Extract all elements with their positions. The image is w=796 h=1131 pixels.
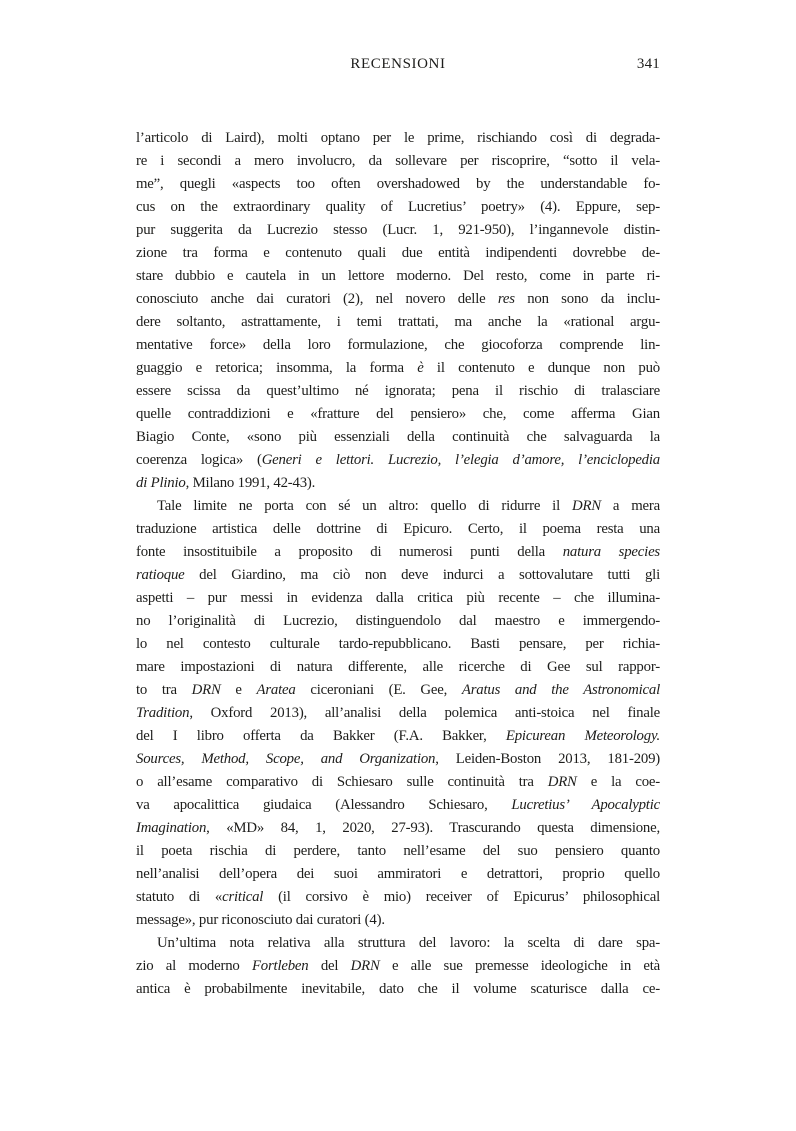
text-line [136,725,660,748]
italic-text-segment: DRN [350,958,380,974]
text-segment: mare impostazioni di natura differente, alle ricerche di Gee sul rappor- [136,659,660,675]
running-head: RECENSIONI [350,56,446,72]
text-line [136,495,660,518]
text-line [136,380,660,403]
text-segment: to tra [136,682,192,698]
text-segment: guaggio e retorica; insomma, la forma [136,360,418,376]
text-line [136,242,660,265]
italic-text-segment: Sources, Method, Scope, and Organization [136,751,436,767]
text-segment: del Giardino, ma ciò non deve indurci a sottovalutare tutti gli [184,567,660,583]
text-segment: l’articolo di Laird), molti optano per le prime, rischiando così di degrada- [136,130,660,146]
italic-text-segment: critical [222,889,264,905]
text-line [136,403,660,426]
text-line [136,771,660,794]
text-segment: e alle sue premesse ideologiche in età [379,958,660,974]
text-segment: statuto di « [136,889,223,905]
text-segment: stare dubbio e cautela in un lettore moderno. Del resto, come in parte ri- [136,268,660,284]
text-line [136,173,660,196]
text-line [136,932,660,955]
text-segment: me”, quegli «aspects too often overshadowed by the understandable fo- [136,176,660,192]
text-segment: non sono da inclu- [514,291,660,307]
text-segment: coerenza logica» ( [136,452,262,468]
text-segment: il poeta rischia di perdere, tanto nell’esame del suo pensiero quanto [136,843,660,859]
text-line [136,610,660,633]
page-number: 341 [636,56,660,72]
text-line [136,518,660,541]
text-line [136,587,660,610]
text-segment: antica è probabilmente inevitabile, dato che il volume scaturisce dalla ce- [136,981,660,997]
italic-text-segment: Epicurean Meteorology. [505,728,660,744]
italic-text-segment: Aratea [256,682,296,698]
text-segment: zio al moderno [136,958,252,974]
text-segment: , «MD» 84, 1, 2020, 27-93). Trascurando questa dimensione, [206,820,660,836]
text-segment: Biagio Conte, «sono più essenziali della continuità che salvaguarda la [136,429,660,445]
text-block [136,127,660,1001]
text-line [136,219,660,242]
text-segment: mentative force» della loro formulazione, che giocoforza comprende lin- [136,337,660,353]
text-line [136,564,660,587]
text-line [136,840,660,863]
text-segment: del I libro offerta da Bakker (F.A. Bakker, [136,728,506,744]
text-line [136,311,660,334]
text-segment: , Milano 1991, 42-43). [185,475,316,491]
text-segment: , Leiden-Boston 2013, 181-209) [435,751,660,767]
text-segment: re i secondi a mero involucro, da sollevare per riscoprire, “sotto il vela- [136,153,660,169]
italic-text-segment: Imagination [136,820,207,836]
text-segment: , Oxford 2013), all’analisi della polemica anti-stoica nel finale [189,705,660,721]
italic-text-segment: Generi e lettori. Lucrezio, l’elegia d’amore, l’enciclopedia [261,452,660,468]
text-line [136,265,660,288]
text-line [136,794,660,817]
italic-text-segment: res [497,291,515,307]
text-line [136,817,660,840]
text-segment: cus on the extraordinary quality of Lucretius’ poetry» (4). Eppure, sep- [136,199,660,215]
italic-text-segment: Aratus and the Astronomical [461,682,660,698]
italic-text-segment: Tradition [136,705,190,721]
text-line [136,196,660,219]
text-segment: e [220,682,257,698]
text-line [136,748,660,771]
text-line [136,334,660,357]
text-line [136,127,660,150]
text-segment: (il corsivo è mio) receiver of Epicurus’ philosophical [263,889,660,905]
italic-text-segment: DRN [191,682,221,698]
page-header [136,54,660,74]
text-line [136,702,660,725]
italic-text-segment: è [417,360,424,376]
text-line [136,679,660,702]
text-line [136,150,660,173]
text-line [136,426,660,449]
italic-text-segment: DRN [547,774,577,790]
text-segment: a mera [600,498,660,514]
text-segment: quelle contraddizioni e «fratture del pensiero» che, come afferma Gian [136,406,660,422]
text-segment: o all’esame comparativo di Schiesaro sulle continuità tra [136,774,548,790]
text-segment: conosciuto anche dai curatori (2), nel novero delle [136,291,498,307]
text-segment: dere soltanto, astrattamente, i temi trattati, ma anche la «rational argu- [136,314,660,330]
text-line [136,656,660,679]
text-line [136,541,660,564]
text-line [136,472,660,495]
text-segment: fonte insostituibile a proposito di numerosi punti della [136,544,563,560]
text-line [136,978,660,1001]
text-segment: Un’ultima nota relativa alla struttura del lavoro: la scelta di dare spa- [157,935,660,951]
italic-text-segment: natura species [562,544,660,560]
text-segment: va apocalittica giudaica (Alessandro Schiesaro, [136,797,512,813]
italic-text-segment: Fortleben [251,958,309,974]
italic-text-segment: ratioque [136,567,185,583]
italic-text-segment: DRN [571,498,601,514]
italic-text-segment: di Plinio [136,475,186,491]
text-segment: nell’analisi dell’opera dei suoi ammiratori e detrattori, proprio quello [136,866,660,882]
text-line [136,449,660,472]
text-segment: il contenuto e dunque non può [423,360,660,376]
text-segment: essere scissa da quest’ultimo né ignorata; pena il rischio di tralasciare [136,383,660,399]
text-line [136,357,660,380]
text-segment: no l’originalità di Lucrezio, distinguendolo dal maestro e immergendo- [136,613,660,629]
text-segment: e la coe- [576,774,660,790]
text-line [136,863,660,886]
text-line [136,886,660,909]
text-segment: traduzione artistica delle dottrine di Epicuro. Certo, il poema resta una [136,521,660,537]
text-line [136,288,660,311]
text-segment: lo nel contesto culturale tardo-repubblicano. Basti pensare, per richia- [136,636,660,652]
text-line [136,955,660,978]
text-segment: del [308,958,351,974]
text-segment: aspetti – pur messi in evidenza dalla critica più recente – che illumina- [136,590,660,606]
text-segment: ciceroniani (E. Gee, [295,682,462,698]
italic-text-segment: Lucretius’ Apocalyptic [511,797,660,813]
text-line [136,909,660,932]
text-segment: Tale limite ne porta con sé un altro: quello di ridurre il [157,498,572,514]
text-segment: message», pur riconosciuto dai curatori (4). [136,912,385,928]
text-line [136,633,660,656]
text-segment: pur suggerita da Lucrezio stesso (Lucr. 1, 921-950), l’ingannevole distin- [136,222,660,238]
text-segment: zione tra forma e contenuto quali due entità indipendenti dovrebbe de- [136,245,660,261]
